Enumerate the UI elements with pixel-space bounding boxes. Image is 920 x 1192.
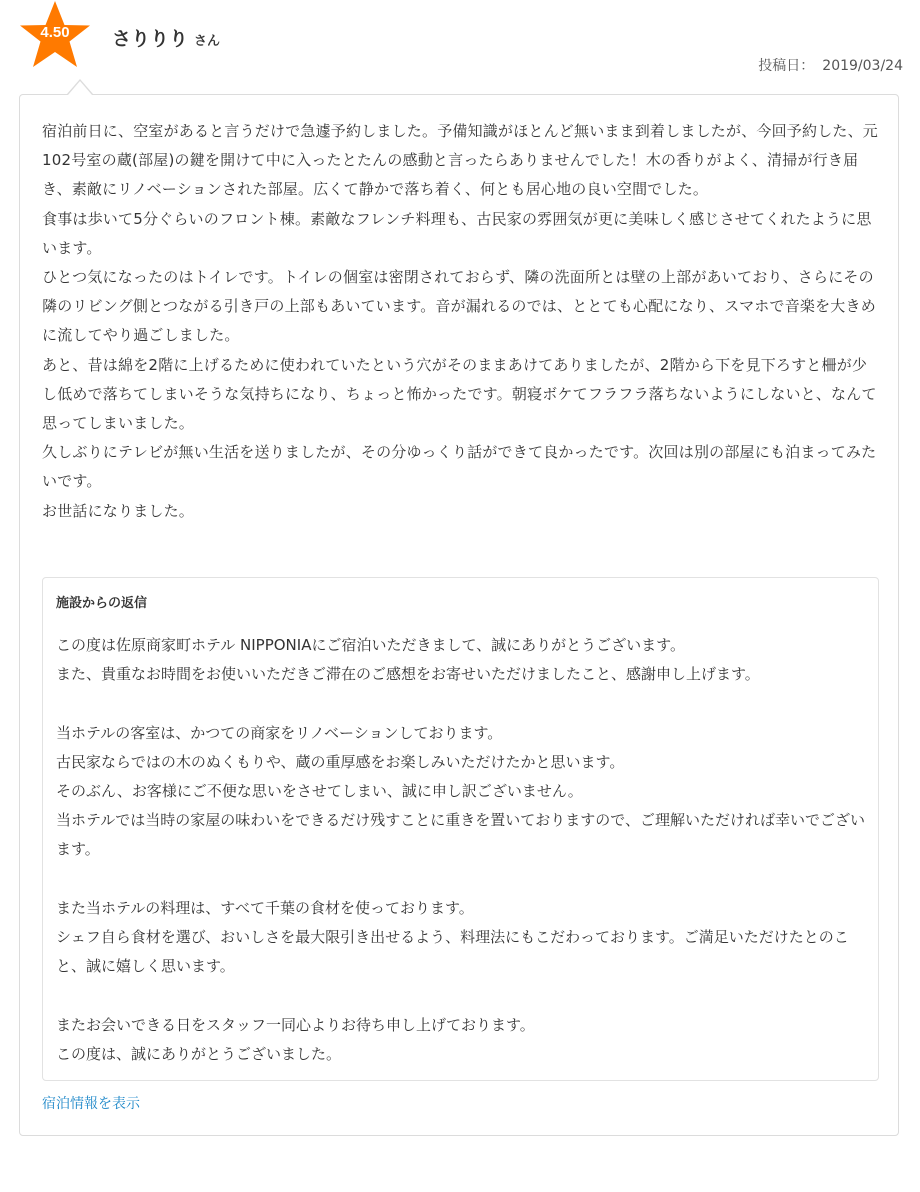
rating-star-badge: [18, 0, 92, 70]
reply-line: この度は佐原商家町ホテル NIPPONIAにご宿泊いただきまして、誠にありがとうございます。: [56, 636, 685, 654]
reviewer-name-block: [112, 24, 220, 51]
post-date: [758, 55, 903, 75]
review-paragraph: 食事は歩いて5分ぐらいのフロント棟。素敵なフレンチ料理も、古民家の雰囲気が更に美味しく感じさせてくれたように思います。: [42, 209, 872, 257]
card-pointer-fill: [68, 81, 92, 95]
reviewer-suffix: さん: [194, 34, 221, 49]
post-date-value: 2019/03/24: [822, 58, 903, 74]
review-body: [42, 117, 882, 526]
reply-title: 施設からの返信: [56, 596, 148, 611]
reply-spacer: [56, 865, 868, 894]
review-paragraph: あと、昔は綿を2階に上げるために使われていたという穴がそのままあけてありましたが、2階から下を見下ろすと柵が少し低めで落ちてしまいそうな気持ちになり、ちょっと怖かったです。朝寝ボケてフラフラ落ちないようにしないと、なんて思ってしまいました。: [42, 355, 877, 433]
reviewer-name: さりりり: [112, 28, 189, 50]
reply-line: シェフ自ら食材を選び、おいしさを最大限引き出せるよう、料理法にもこだわっております。ご満足いただけたとのこと、誠に嬉しく思います。: [56, 928, 849, 976]
reply-spacer: [56, 689, 868, 718]
facility-reply-box: [42, 577, 879, 1081]
reply-line: 当ホテルの客室は、かつての商家をリノベーションしております。: [56, 723, 503, 742]
reply-spacer: [56, 981, 868, 1010]
reply-line: この度は、誠にありがとうございました。: [56, 1044, 342, 1063]
review-paragraph: 久しぶりにテレビが無い生活を送りましたが、その分ゆっくり話ができて良かったです。次回は別の部屋にも泊まってみたいです。: [42, 443, 877, 491]
reply-line: 当ホテルでは当時の家屋の味わいをできるだけ残すことに重きを置いておりますので、ご理解いただければ幸いでございます。: [56, 811, 865, 859]
show-stay-info-link[interactable]: 宿泊情報を表示: [42, 1096, 140, 1112]
post-date-label: 投稿日：: [758, 58, 815, 74]
reply-line: また、貴重なお時間をお使いいただきご滞在のご感想をお寄せいただけましたこと、感謝申し上げます。: [56, 665, 760, 684]
reply-line: またお会いできる日をスタッフ一同心よりお待ち申し上げております。: [56, 1015, 535, 1034]
review-paragraph: ひとつ気になったのはトイレです。トイレの個室は密閉されておらず、隣の洗面所とは壁の上部があいており、さらにその隣のリビング側とつながる引き戸の上部もあいています。音が漏れるのでは、ととても心配になり、スマホで音楽を大きめに流してやり過ごしました。: [42, 268, 876, 345]
review-paragraph: お世話になりました。: [42, 501, 195, 520]
review-card: [19, 94, 899, 1136]
review-paragraph: 宿泊前日に、空室があると言うだけで急遽予約しました。予備知識がほとんど無いまま到着しましたが、今回予約した、元102号室の蔵(部屋)の鍵を開けて中に入ったとたんの感動と言ったらありませんでした！木の香りがよく、清掃が行き届き、素敵にリノベーションされた部屋。広くて静かで落ち着く、何とも居心地の良い空間でした。: [42, 122, 879, 199]
reply-line: そのぶん、お客様にご不便な思いをさせてしまい、誠に申し訳ございません。: [56, 782, 583, 800]
reply-line: また当ホテルの料理は、すべて千葉の食材を使っております。: [56, 898, 474, 917]
reply-line: 古民家ならではの木のぬくもりや、蔵の重厚感をお楽しみいただけたかと思います。: [56, 752, 625, 771]
reply-body: [56, 631, 868, 1069]
rating-score: 4.50: [40, 24, 70, 41]
